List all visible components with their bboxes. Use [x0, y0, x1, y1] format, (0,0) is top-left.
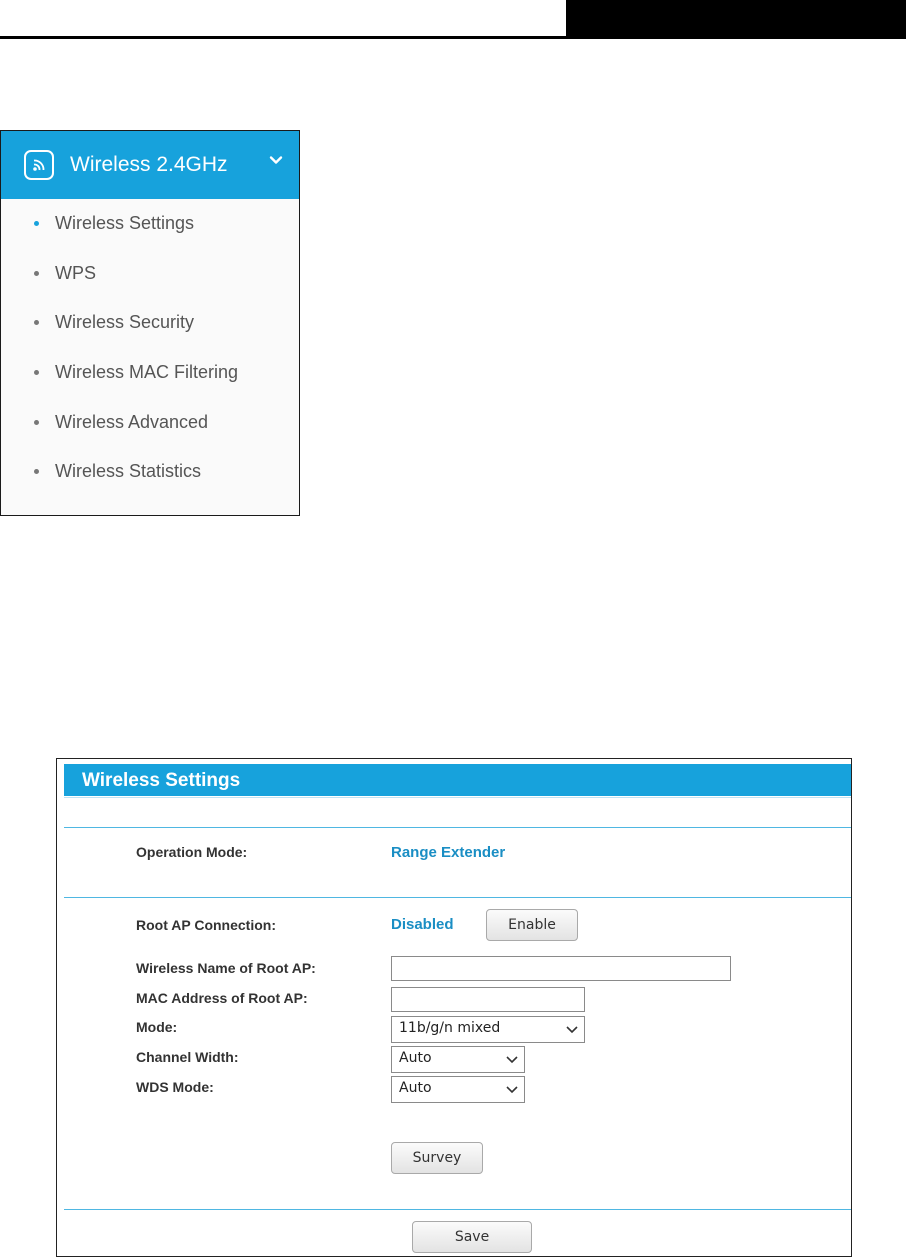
wireless-settings-panel: [56, 758, 852, 1257]
divider: [64, 897, 851, 898]
sidebar-list: [1, 199, 299, 497]
wds-mode-selected-value: Auto: [399, 1080, 432, 1096]
mode-select[interactable]: [391, 1016, 585, 1043]
bullet-icon: [34, 271, 39, 276]
wds-mode-label: WDS Mode:: [136, 1079, 214, 1095]
sidebar-menu: [0, 130, 300, 516]
chevron-down-icon: [560, 1017, 584, 1042]
sidebar-item-wireless-security[interactable]: [1, 298, 299, 348]
divider: [64, 827, 851, 828]
bullet-icon: [34, 469, 39, 474]
chevron-down-icon: [500, 1047, 524, 1072]
panel-title-bar: [64, 764, 851, 796]
root-ap-connection-status: Disabled: [391, 916, 454, 933]
sidebar-item-label: Wireless Advanced: [55, 411, 209, 432]
panel-title: Wireless Settings: [82, 770, 241, 791]
wireless-name-input[interactable]: [391, 956, 731, 981]
survey-button[interactable]: Survey: [391, 1142, 483, 1174]
header-black-block: [566, 0, 906, 39]
sidebar-item-wireless-statistics[interactable]: [1, 447, 299, 497]
enable-button[interactable]: Enable: [486, 909, 578, 941]
sidebar-item-wireless-mac-filtering[interactable]: [1, 348, 299, 398]
root-ap-connection-label: Root AP Connection:: [136, 917, 276, 933]
divider: [64, 1209, 851, 1210]
bullet-icon: [34, 420, 39, 425]
sidebar-header-wireless-2-4ghz[interactable]: [1, 131, 299, 199]
mac-address-input[interactable]: [391, 987, 585, 1012]
sidebar-header-title: Wireless 2.4GHz: [70, 153, 228, 176]
bullet-icon: [34, 221, 39, 226]
header-rule: [0, 36, 906, 39]
sidebar-item-wireless-settings[interactable]: [1, 199, 299, 249]
mode-label: Mode:: [136, 1019, 178, 1035]
chevron-down-icon[interactable]: [269, 153, 283, 172]
sidebar-item-label: Wireless Statistics: [55, 461, 202, 482]
sidebar-item-label: WPS: [55, 262, 97, 283]
mode-selected-value: 11b/g/n mixed: [399, 1020, 501, 1036]
save-button[interactable]: Save: [412, 1221, 532, 1253]
sidebar-item-label: Wireless MAC Filtering: [55, 362, 239, 383]
channel-width-selected-value: Auto: [399, 1050, 432, 1066]
channel-width-label: Channel Width:: [136, 1049, 239, 1065]
bullet-icon: [34, 370, 39, 375]
operation-mode-value: Range Extender: [391, 844, 506, 861]
sidebar-item-label: Wireless Settings: [55, 213, 195, 234]
wds-mode-select[interactable]: [391, 1076, 525, 1103]
chevron-down-icon: [500, 1077, 524, 1102]
mac-address-label: MAC Address of Root AP:: [136, 990, 308, 1006]
sidebar-item-wps[interactable]: [1, 249, 299, 299]
channel-width-select[interactable]: [391, 1046, 525, 1073]
sidebar-item-label: Wireless Security: [55, 312, 195, 333]
wireless-name-label: Wireless Name of Root AP:: [136, 960, 316, 976]
operation-mode-label: Operation Mode:: [136, 844, 248, 860]
sidebar-item-wireless-advanced[interactable]: [1, 397, 299, 447]
wireless-icon: [24, 150, 54, 180]
bullet-icon: [34, 320, 39, 325]
